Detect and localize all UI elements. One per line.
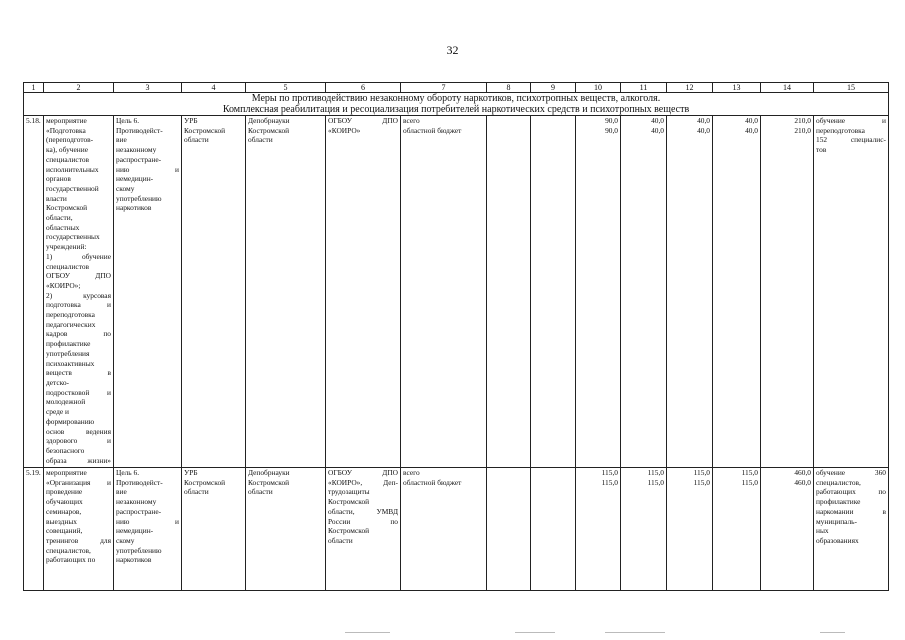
cell-line: Костромской [248,477,290,487]
cell-line: переподготовка [46,310,95,320]
value-cell [621,116,667,468]
cell-line: работающих по [816,487,886,497]
value-cell [487,116,531,468]
cell-line: «Подготовка [46,125,86,135]
cell-line: работающих по [46,555,96,565]
cell-line: власти [46,193,67,203]
cell-line [533,468,573,478]
cell-line: употреблению [116,193,162,203]
cell-line: области [248,135,273,145]
cell-line: 1) обучение [46,251,111,261]
cell-line: профилактике [46,339,91,349]
funding-source-cell [401,468,487,591]
cell-line: области, УМВД [328,506,398,516]
cell-line [533,126,573,136]
cell-line: учреждений: [46,242,87,252]
table-row [24,116,889,468]
cell-line: Костромской [46,203,88,213]
cell-line: наркотиков [116,555,152,565]
cell-line: проведение [46,487,83,497]
cell-line: скому [116,535,135,545]
cell-line: подростковой и [46,387,111,397]
cell-line: Костромской [328,497,370,507]
cell-line: Костромской [184,125,226,135]
cell-line: употребления [46,348,90,358]
cell-line: кадров по [46,329,111,339]
cell-line: скому [116,183,135,193]
column-number: 14 [761,83,814,93]
funding-source-cell [401,116,487,468]
cell-line: УРБ [184,116,198,125]
cell-line: Противодейст- [116,125,163,135]
cell-line: нию и [116,164,179,174]
cell-line: ОГБОУ ДПО [46,271,111,281]
cell-line: Костромской [328,526,370,536]
department-cell [246,116,326,468]
scan-artifact [515,632,555,633]
funding-source-label: областной бюджет [403,477,462,487]
cell-line: «КОИРО» [328,125,361,135]
cell-line: 115,0 [647,468,664,477]
funding-source-label: всего [403,468,420,477]
cell-line: совещаний, [46,526,83,536]
cell-line [489,126,528,136]
cell-line: 40,0 [651,125,664,135]
cell-line: 210,0 [794,125,811,135]
column-number: 7 [401,83,487,93]
column-number: 15 [814,83,889,93]
cell-line: Депобрнауки [248,468,290,477]
cell-line: России по [328,516,398,526]
cell-line: области [184,135,209,145]
executor-cell [326,468,401,591]
cell-line: распростране- [116,154,162,164]
cell-line: 2) курсовая [46,290,111,300]
cell-line: Депобрнауки [248,116,290,125]
cell-line: 90,0 [605,116,618,125]
cell-line: подготовка и [46,300,111,310]
section-title-line: Меры по противодействию незаконному обороту наркотиков, психотропных веществ, алкоголя. [251,93,661,104]
cell-line: употреблению [116,545,162,555]
cell-line: специалистов, [816,477,861,487]
description-cell [44,116,114,468]
cell-line: области, [46,213,73,223]
cell-line: детско- [46,377,70,387]
column-number: 11 [621,83,667,93]
value-cell [761,468,814,591]
cell-line: незаконному [116,145,157,155]
column-number: 3 [114,83,182,93]
row-number: 5.18. [26,116,41,125]
description-cell [44,468,114,591]
cell-line: обучающих [46,497,83,507]
department-cell [246,468,326,591]
cell-line: муниципаль- [816,516,858,526]
section-header-row [24,93,889,116]
cell-line: Цель 6. [116,116,140,125]
value-cell [667,116,713,468]
cell-line: веществ в [46,368,111,378]
section-title-line: Комплексная реабилитация и ресоциализация потребителей наркотических средств и психотропных веществ [222,104,690,115]
cell-line: наркотиков [116,203,152,213]
cell-line: обучение 360 [816,468,886,477]
cell-line: 40,0 [745,116,758,125]
cell-line: Цель 6. [116,468,140,477]
cell-line: мероприятие [46,116,87,125]
cell-line: образованиях [816,535,859,545]
customer-cell [182,468,246,591]
goal-cell [114,116,182,468]
cell-line: 40,0 [697,125,710,135]
column-number: 4 [182,83,246,93]
cell-line: немедицин- [116,174,154,184]
cell-line: ных [816,526,829,536]
column-number: 13 [713,83,761,93]
value-cell [531,468,576,591]
cell-line: «Организация и [46,477,111,487]
value-cell [621,468,667,591]
cell-line: 115,0 [601,468,618,477]
cell-line: областных [46,222,80,232]
cell-line: ОГБОУ ДПО [328,116,398,125]
cell-line: мероприятие [46,468,87,477]
cell-line: ка), обучение [46,145,88,155]
column-number-row [24,83,889,93]
cell-line: нию и [116,516,179,526]
cell-line: органов [46,174,71,184]
row-number-cell [24,116,44,468]
scan-artifact [820,632,845,633]
column-number: 1 [24,83,44,93]
measures-table [23,82,889,591]
cell-line: трудозащиты [328,487,370,497]
cell-line: 210,0 [794,116,811,125]
cell-line: выездных [46,516,77,526]
cell-line: вие [116,135,127,145]
cell-line: (переподготов- [46,135,94,145]
value-cell [667,468,713,591]
cell-line: области [248,487,273,497]
cell-line: 115,0 [693,477,710,487]
cell-line: 115,0 [741,477,758,487]
column-number: 9 [531,83,576,93]
column-number: 5 [246,83,326,93]
cell-line [489,116,528,126]
cell-line: ОГБОУ ДПО [328,468,398,477]
goal-cell [114,468,182,591]
cell-line: образа жизни» [46,455,111,465]
cell-line: УРБ [184,468,198,477]
cell-line: тренингов для [46,535,111,545]
executor-cell [326,116,401,468]
value-cell [531,116,576,468]
scan-artifact [605,632,665,633]
cell-line: Противодейст- [116,477,163,487]
row-number: 5.19. [26,468,41,477]
result-cell [814,468,889,591]
cell-line: специалистов [46,154,90,164]
cell-line: 40,0 [697,116,710,125]
value-cell [487,468,531,591]
cell-line: исполнительных [46,164,99,174]
cell-line: 115,0 [647,477,664,487]
cell-line: «КОИРО»; [46,280,81,290]
cell-line: тов [816,145,827,155]
funding-source-label: всего [403,116,420,125]
cell-line: 40,0 [651,116,664,125]
cell-line: обучение и [816,116,886,125]
cell-line: области [328,535,353,545]
cell-line: «КОИРО», Деп- [328,477,398,487]
cell-line: здорового и [46,436,111,446]
cell-line: распростране- [116,506,162,516]
cell-line: немедицин- [116,526,154,536]
cell-line: основ ведения [46,426,111,436]
cell-line: вие [116,487,127,497]
column-number: 10 [576,83,621,93]
column-number: 6 [326,83,401,93]
cell-line: Костромской [248,125,290,135]
value-cell [576,116,621,468]
cell-line: психоактивных [46,358,95,368]
cell-line [533,478,573,488]
customer-cell [182,116,246,468]
cell-line: 152 специалис- [816,135,886,145]
cell-line: 460,0 [794,468,811,477]
cell-line: 115,0 [601,477,618,487]
cell-line: формированию [46,416,95,426]
cell-line [489,478,528,488]
section-title [24,93,889,116]
cell-line: переподготовка [816,125,865,135]
cell-line: 40,0 [745,125,758,135]
cell-line [489,468,528,478]
cell-line: специалистов, [46,545,91,555]
cell-line: государственной [46,183,99,193]
page-number: 32 [446,43,459,57]
funding-source-label: областной бюджет [403,125,462,135]
column-number: 12 [667,83,713,93]
cell-line: 115,0 [741,468,758,477]
column-number: 2 [44,83,114,93]
cell-line: 460,0 [794,477,811,487]
cell-line: наркомании в [816,506,886,516]
value-cell [576,468,621,591]
table-row [24,468,889,591]
cell-line: педагогических [46,319,96,329]
value-cell [713,116,761,468]
cell-line: области [184,487,209,497]
cell-line: профилактике [816,497,861,507]
cell-line: молодежной [46,397,86,407]
cell-line: незаконному [116,497,157,507]
cell-line: государственных [46,232,100,242]
cell-line: Костромской [184,477,226,487]
cell-line [533,116,573,126]
cell-line: семинаров, [46,506,82,516]
row-number-cell [24,468,44,591]
scan-artifact [345,632,390,633]
cell-line: 90,0 [605,125,618,135]
cell-line: среде и [46,407,70,417]
value-cell [761,116,814,468]
cell-line: специалистов [46,261,90,271]
column-number: 8 [487,83,531,93]
cell-line: безопасного [46,445,85,455]
result-cell [814,116,889,468]
value-cell [713,468,761,591]
cell-line: 115,0 [693,468,710,477]
